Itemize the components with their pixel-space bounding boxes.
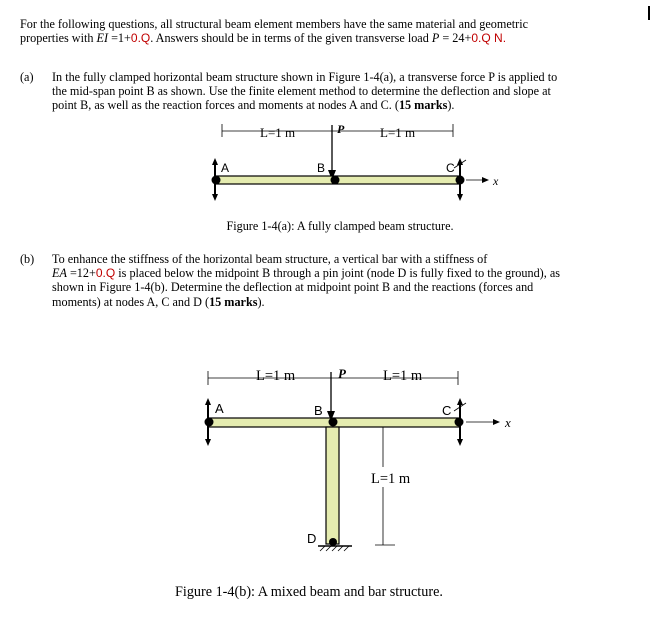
- p-symbol: P: [431, 31, 440, 46]
- fig-b-support-c-arrow-down: [457, 439, 463, 446]
- ea-variable-red: 0.Q: [95, 266, 116, 281]
- fig-b-dim-left-label: L=1 m: [256, 368, 296, 384]
- fig-b-node-c: [455, 418, 464, 427]
- ei-equals: =1+: [108, 31, 131, 46]
- fig-b-dim-right-label: L=1 m: [383, 368, 423, 384]
- fig-b-support-a-arrow-down: [205, 439, 211, 446]
- part-b-marks: 15 marks: [209, 294, 258, 309]
- part-b-line-3: shown in Figure 1-4(b). Determine the deflection at midpoint point B and the reactions (forces and: [52, 280, 534, 295]
- fig-a-node-b-label: B: [317, 161, 326, 175]
- p-equals: = 24+: [439, 31, 472, 46]
- p-variable-red: 0.Q: [471, 31, 491, 46]
- part-a-line-2: the mid-span point B as shown. Use the finite element method to determine the deflection and slope at: [52, 84, 551, 99]
- part-a-line-3-text: point B, as well as the reaction forces and moments at nodes A and C. (: [52, 98, 399, 113]
- fig-a-x-label: x: [493, 174, 499, 188]
- part-b-line-4-end: ).: [257, 294, 265, 309]
- part-a-line-3-end: ).: [447, 98, 455, 113]
- part-b-line-4-text: moments) at nodes A, C and D (: [52, 294, 210, 309]
- intro-text-mid: . Answers should be in terms of the given transverse load: [150, 31, 432, 46]
- figure-a-caption: Figure 1-4(a): A fully clamped beam structure.: [226, 219, 454, 233]
- part-a-line-1: In the fully clamped horizontal beam structure shown in Figure 1-4(a), a transverse force P is applied to: [52, 70, 558, 84]
- part-b-label: (b): [20, 252, 35, 266]
- part-a-marks: 15 marks: [398, 98, 448, 113]
- fig-b-support-a-arrow-up: [205, 398, 211, 405]
- intro-line-1: For the following questions, all structural beam element members have the same material and geometric: [20, 17, 528, 31]
- figure-b-caption: Figure 1-4(b): A mixed beam and bar structure.: [175, 584, 443, 600]
- ea-symbol: EA: [52, 266, 67, 281]
- fig-b-node-b-label: B: [314, 403, 323, 418]
- part-b-line-2-text: is placed below the midpoint B through a pin joint (node D is fully fixed to the ground), as: [115, 266, 560, 281]
- ei-variable-red: 0.Q: [130, 31, 151, 46]
- fig-a-node-c-label: C: [446, 161, 455, 175]
- fig-b-support-c-arrow-up: [457, 398, 463, 405]
- fig-b-node-b: [329, 418, 338, 427]
- fig-b-node-a: [205, 418, 214, 427]
- ei-symbol: EI: [96, 31, 109, 46]
- ea-equals: =12+: [66, 266, 96, 281]
- fig-a-load-label: P: [337, 122, 345, 136]
- fig-a-dim-left-label: L=1 m: [260, 125, 296, 140]
- fig-a-node-a-label: A: [221, 161, 230, 175]
- fig-b-x-label: x: [505, 415, 511, 430]
- fig-b-vertical-bar: [326, 427, 339, 544]
- fig-b-node-a-label: A: [215, 401, 224, 416]
- fig-b-x-arrowhead: [493, 419, 500, 425]
- part-a-label: (a): [20, 70, 34, 84]
- fig-b-dim-bar-label: L=1 m: [371, 471, 411, 487]
- fig-b-node-d: [329, 538, 337, 546]
- fig-a-dim-right-label: L=1 m: [380, 125, 416, 140]
- intro-text: properties with: [20, 31, 97, 46]
- part-b-line-1: To enhance the stiffness of the horizontal beam structure, a vertical bar with a stiffness of: [52, 252, 488, 266]
- p-unit: N.: [490, 31, 507, 46]
- fig-b-node-d-label: D: [307, 531, 317, 546]
- fig-b-load-label: P: [338, 366, 346, 381]
- fig-b-node-c-label: C: [442, 403, 452, 418]
